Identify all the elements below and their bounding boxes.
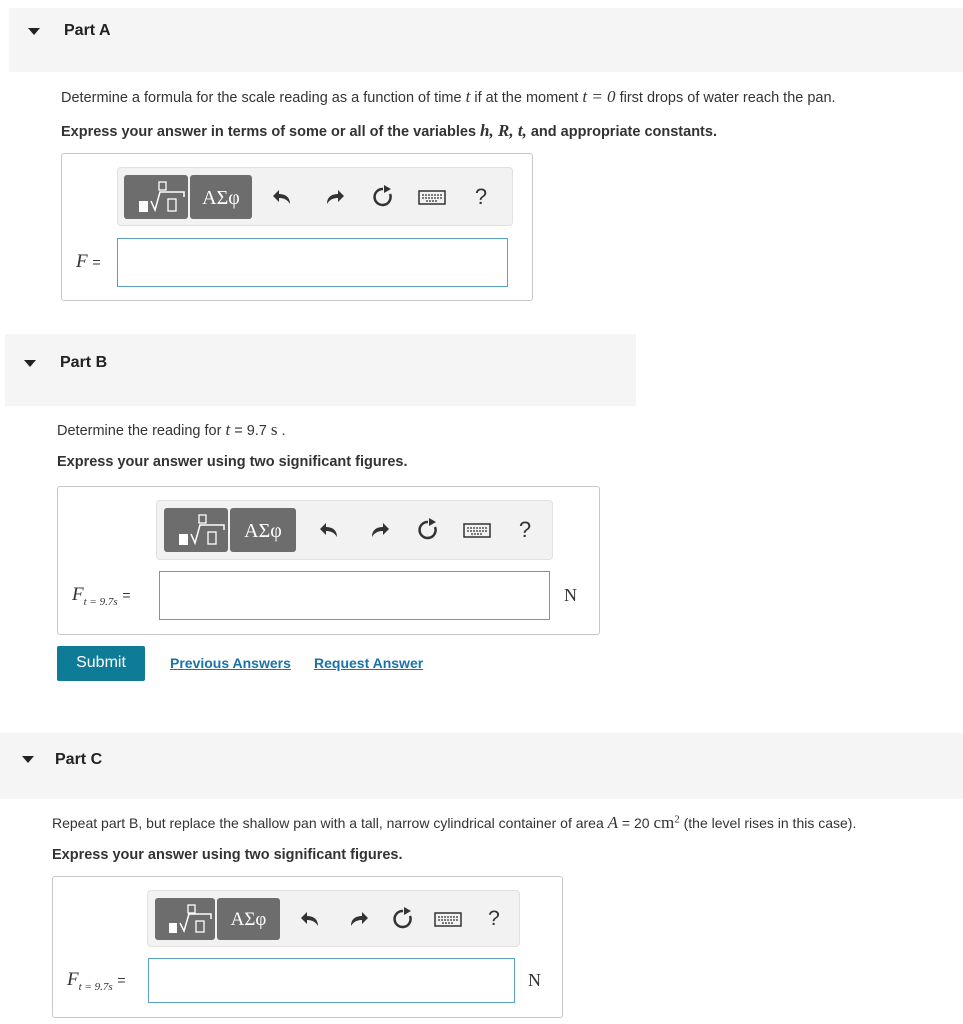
answer-input[interactable] [159, 571, 550, 620]
collapse-caret-icon[interactable] [22, 756, 34, 763]
keyboard-icon[interactable] [433, 906, 463, 932]
answer-label: F = [76, 251, 101, 272]
greek-label: ΑΣφ [202, 187, 240, 209]
templates-icon [124, 175, 188, 219]
answer-label: $F_{t = 9.7s}$ = [72, 584, 131, 608]
templates-button[interactable] [164, 508, 228, 552]
part-a-answer-box [61, 153, 533, 301]
unit-label: N [564, 585, 577, 605]
collapse-caret-icon[interactable] [28, 28, 40, 35]
submit-button[interactable]: Submit [57, 646, 145, 681]
part-c-question: Repeat part B, but replace the shallow pan with a tall, narrow cylindrical container of area A = 20 $cm^2$ (the level rises in this case). [52, 813, 857, 832]
math-toolbar [117, 167, 513, 226]
help-button[interactable]: ? [488, 907, 500, 930]
math-toolbar [147, 890, 520, 947]
help-button[interactable]: ? [474, 184, 488, 209]
keyboard-icon[interactable] [417, 184, 447, 210]
answer-label: $F_{t = 9.7s}$ = [67, 969, 126, 993]
undo-icon[interactable] [298, 906, 324, 932]
help-button[interactable]: ? [518, 517, 532, 542]
reset-icon[interactable] [415, 517, 441, 543]
part-b-question: Determine the reading for t = 9.7 s . [57, 420, 286, 439]
part-c-header[interactable] [0, 733, 963, 799]
previous-answers-link[interactable]: Previous Answers [170, 655, 291, 671]
request-answer-link[interactable]: Request Answer [314, 655, 424, 671]
part-a-question: Determine a formula for the scale reading as a function of time t if at the moment t = 0 first drops of water reach the pan. [61, 87, 836, 106]
greek-symbols-button[interactable] [190, 175, 252, 219]
redo-icon[interactable] [366, 517, 392, 543]
part-a-instruction: Express your answer in terms of some or all of the variables h, R, t, and appropriate constants. [61, 121, 717, 140]
templates-icon [164, 508, 228, 552]
part-c-answer-box [52, 876, 563, 1018]
part-a-header[interactable] [9, 8, 963, 72]
part-c-title: Part C [55, 751, 103, 768]
math-toolbar [156, 500, 553, 560]
part-b-instruction: Express your answer using two significant figures. [57, 454, 408, 470]
templates-button[interactable] [124, 175, 188, 219]
part-b-header[interactable] [5, 334, 636, 406]
templates-icon [155, 898, 215, 940]
greek-label: ΑΣφ [230, 909, 267, 930]
undo-icon[interactable] [317, 517, 343, 543]
reset-icon[interactable] [370, 184, 396, 210]
greek-label: ΑΣφ [244, 520, 282, 542]
collapse-caret-icon[interactable] [24, 360, 36, 367]
answer-input[interactable] [148, 958, 515, 1003]
redo-icon[interactable] [321, 184, 347, 210]
redo-icon[interactable] [345, 906, 371, 932]
answer-input[interactable] [117, 238, 508, 287]
part-b-title: Part B [60, 354, 108, 371]
part-c-instruction: Express your answer using two significant figures. [52, 847, 403, 863]
undo-icon[interactable] [270, 184, 296, 210]
unit-label: N [528, 970, 541, 990]
part-a-title: Part A [64, 22, 111, 39]
templates-button[interactable] [155, 898, 215, 940]
keyboard-icon[interactable] [462, 517, 492, 543]
part-b-answer-box [57, 486, 600, 635]
greek-symbols-button[interactable] [217, 898, 280, 940]
reset-icon[interactable] [390, 906, 416, 932]
greek-symbols-button[interactable] [230, 508, 296, 552]
